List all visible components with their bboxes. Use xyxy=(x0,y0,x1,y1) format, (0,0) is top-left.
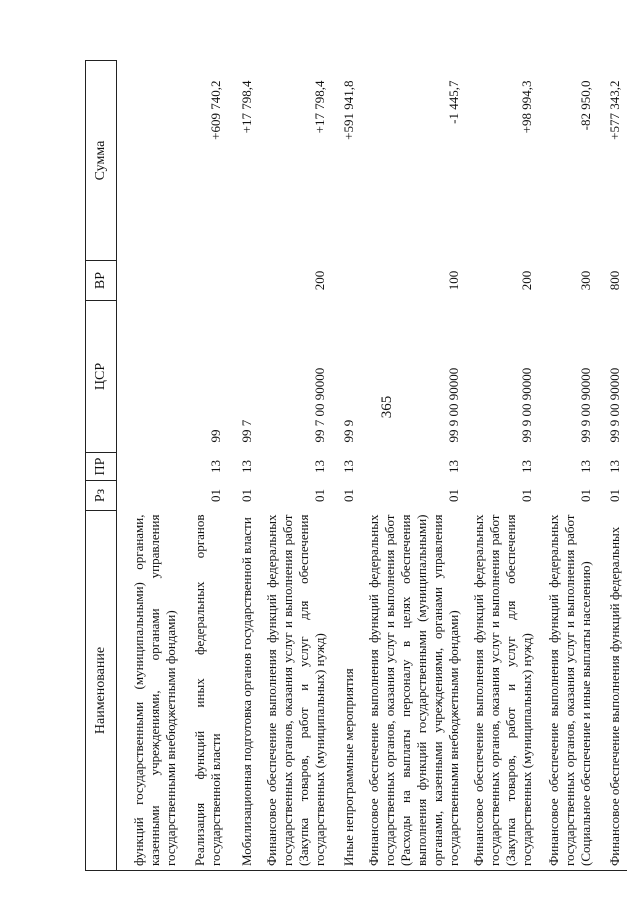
row-vr: 200 xyxy=(519,270,534,291)
budget-table-sheet xyxy=(85,61,622,871)
row-rz: 01 xyxy=(208,489,223,502)
row-name: Финансовое обеспечение выполнения функций федеральных государственных органов, оказания услуг и выполнения работ (Закупка товаров, работ и услуг для обеспечения государственных (муниципальных) нужд) xyxy=(466,511,539,871)
row-rz: 01 xyxy=(312,489,327,502)
row-rz xyxy=(117,481,184,511)
row-csr: 99 7 xyxy=(239,419,254,443)
table-row xyxy=(361,61,466,871)
row-sum: +98 994,3 xyxy=(519,80,534,134)
row-vr xyxy=(332,261,361,301)
row-pr: 13 xyxy=(607,460,622,473)
table-row xyxy=(332,61,361,871)
row-rz: 01 xyxy=(239,489,254,502)
row-name: Иные непрограммные мероприятия xyxy=(332,511,361,871)
row-vr: 300 xyxy=(578,270,593,291)
row-csr: 99 9 xyxy=(341,419,356,443)
row-csr xyxy=(117,301,184,453)
row-pr: 13 xyxy=(446,460,461,473)
row-vr xyxy=(228,261,259,301)
row-rz: 01 xyxy=(446,489,461,502)
row-pr: 13 xyxy=(519,460,534,473)
header-sum: Сумма xyxy=(86,61,117,261)
row-sum: +577 343,2 xyxy=(607,80,622,140)
row-rz: 01 xyxy=(578,489,593,502)
row-name: Финансовое обеспечение выполнения функций федеральных государственных органов, оказания услуг и выполнения работ (Социальное обеспечение и иные выплаты населению) xyxy=(539,511,598,871)
row-csr: 99 xyxy=(208,429,223,443)
row-csr: 99 9 00 90000 xyxy=(519,367,534,443)
header-rz: Рз xyxy=(86,481,117,511)
table-row xyxy=(117,61,184,871)
row-name: Финансовое обеспечение выполнения функций федеральных государственных органов, оказания услуг и выполнения работ (Расходы на выплаты персоналу в целях обеспечения выполнения функций государственными (муниципальными) органами, казенными учреждениями, органами управления государственными внебюджетными фондами) xyxy=(361,511,466,871)
row-vr xyxy=(117,261,184,301)
row-sum: +609 740,2 xyxy=(208,80,223,140)
header-name: Наименование xyxy=(86,511,117,871)
table-header-row xyxy=(86,61,117,871)
header-pr: ПР xyxy=(86,453,117,481)
row-name: Финансовое обеспечение выполнения функций федеральных xyxy=(598,511,627,871)
table-row xyxy=(598,61,627,871)
row-name: Мобилизационная подготовка органов государственной власти xyxy=(228,511,259,871)
row-rz: 01 xyxy=(519,489,534,502)
row-vr xyxy=(183,261,228,301)
row-pr: 13 xyxy=(578,460,593,473)
budget-table xyxy=(85,60,627,871)
header-csr: ЦСР xyxy=(86,301,117,453)
table-row xyxy=(183,61,228,871)
row-name: Реализация функций иных федеральных органов государственной власти xyxy=(183,511,228,871)
row-vr: 100 xyxy=(446,270,461,291)
table-row xyxy=(259,61,332,871)
row-sum: +591 941,8 xyxy=(341,80,356,140)
row-rz: 01 xyxy=(341,489,356,502)
row-sum xyxy=(117,61,184,261)
row-pr: 13 xyxy=(312,460,327,473)
row-csr: 99 9 00 90000 xyxy=(446,367,461,443)
header-vr: ВР xyxy=(86,261,117,301)
row-name: Финансовое обеспечение выполнения функций федеральных государственных органов, оказания услуг и выполнения работ (Закупка товаров, работ и услуг для обеспечения государственных (муниципальных) нужд) xyxy=(259,511,332,871)
row-vr: 800 xyxy=(607,270,622,291)
row-vr: 200 xyxy=(312,270,327,291)
page-number-text: 365 xyxy=(379,395,395,419)
row-sum: -82 950,0 xyxy=(578,80,593,131)
row-csr: 99 9 00 90000 xyxy=(578,367,593,443)
row-sum: +17 798,4 xyxy=(239,80,254,134)
row-pr: 13 xyxy=(208,460,223,473)
table-row xyxy=(466,61,539,871)
row-pr xyxy=(117,453,184,481)
row-csr: 99 7 00 90000 xyxy=(312,367,327,443)
row-csr: 99 9 00 90000 xyxy=(607,367,622,443)
row-rz: 01 xyxy=(607,489,622,502)
row-sum: -1 445,7 xyxy=(446,80,461,124)
row-pr: 13 xyxy=(341,460,356,473)
table-row xyxy=(228,61,259,871)
table-row xyxy=(539,61,598,871)
row-sum: +17 798,4 xyxy=(312,80,327,134)
row-pr: 13 xyxy=(239,460,254,473)
row-name: функций государственными (муниципальными) органами, казенными учреждениями, органами управления государственными внебюджетными фондами) xyxy=(117,511,184,871)
